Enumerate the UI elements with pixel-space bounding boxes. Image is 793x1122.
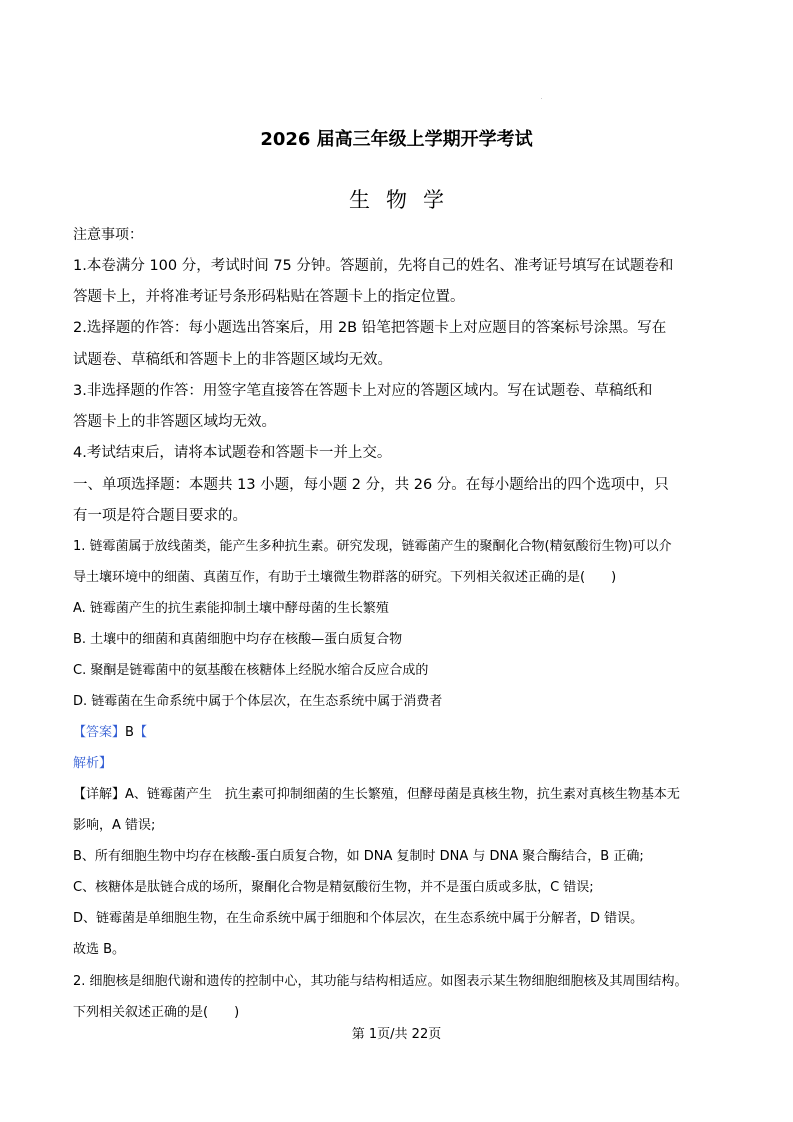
q1-conclusion: 故选 B。 (73, 942, 126, 957)
notice-line: 3.非选择题的作答：用签字笔直接答在答题卡上对应的答题区域内。写在试题卷、草稿纸和 (73, 383, 653, 399)
answer-label: 【答案】 (73, 725, 126, 740)
section-heading: 有一项是符合题目要求的。 (73, 508, 247, 524)
notice-line: 2.选择题的作答：每小题选出答案后，用 2B 铅笔把答题卡上对应题目的答案标号涂黑。写在 (73, 320, 667, 336)
q1-option-c: C. 聚酮是链霉菌中的氨基酸在核糖体上经脱水缩合反应合成的 (73, 663, 429, 678)
page-footer: 第 1页/共 22页 (351, 1027, 442, 1042)
notice-line: 试题卷、草稿纸和答题卡上的非答题区域均无效。 (73, 352, 392, 368)
q1-stem: 1. 链霉菌属于放线菌类，能产生多种抗生素。研究发现，链霉菌产生的聚酮化合物(精氨酸衍生物)可以介 (73, 539, 672, 554)
q1-detail: 【详解】A、链霉菌产生 抗生素可抑制细菌的生长繁殖，但酵母菌是真核生物，抗生素对真核生物基本无 (73, 787, 680, 802)
notice-line: 4.考试结束后，请将本试题卷和答题卡一并上交。 (73, 445, 392, 461)
exam-title: 2026 届高三年级上学期开学考试 (260, 129, 533, 150)
q1-detail: B、所有细胞生物中均存在核酸-蛋白质复合物，如 DNA 复制时 DNA 与 DNA 聚合酶结合，B 正确; (73, 849, 644, 864)
notice-line: 1.本卷满分 100 分，考试时间 75 分钟。答题前，先将自己的姓名、准考证号填写在试题卷和 (73, 258, 674, 274)
q1-detail: C、核糖体是肽链合成的场所，聚酮化合物是精氨酸衍生物，并不是蛋白质或多肽，C 错误; (73, 880, 594, 895)
q1-detail: 影响，A 错误; (73, 818, 156, 833)
notice-heading: 注意事项： (73, 227, 143, 243)
q1-option-b: B. 土壤中的细菌和真菌细胞中均存在核酸—蛋白质复合物 (73, 632, 403, 647)
notice-line: 答题卡上的非答题区域均无效。 (73, 414, 276, 430)
q1-answer-line (73, 726, 147, 739)
q1-stem: 导土壤环境中的细菌、真菌互作，有助于土壤微生物群落的研究。下列相关叙述正确的是( ) (73, 570, 617, 585)
q1-option-a: A. 链霉菌产生的抗生素能抑制土壤中酵母菌的生长繁殖 (73, 601, 389, 616)
scan-speck (541, 98, 542, 99)
q2-stem: 下列相关叙述正确的是( ) (73, 1005, 240, 1020)
answer-value: B (125, 725, 134, 740)
subject-title: 生物学 (349, 188, 460, 212)
analysis-bracket: 【 (133, 725, 147, 740)
q1-option-d: D. 链霉菌在生命系统中属于个体层次，在生态系统中属于消费者 (73, 694, 443, 709)
analysis-label: 解析】 (73, 756, 113, 771)
q2-stem: 2. 细胞核是细胞代谢和遗传的控制中心，其功能与结构相适应。如图表示某生物细胞细胞核及其周围结构。 (73, 974, 688, 989)
section-heading: 一、单项选择题：本题共 13 小题，每小题 2 分，共 26 分。在每小题给出的四个选项中，只 (73, 477, 669, 493)
q1-detail: D、链霉菌是单细胞生物，在生命系统中属于细胞和个体层次，在生态系统中属于分解者，D 错误。 (73, 911, 644, 926)
notice-line: 答题卡上，并将准考证号条形码粘贴在答题卡上的指定位置。 (73, 289, 465, 305)
